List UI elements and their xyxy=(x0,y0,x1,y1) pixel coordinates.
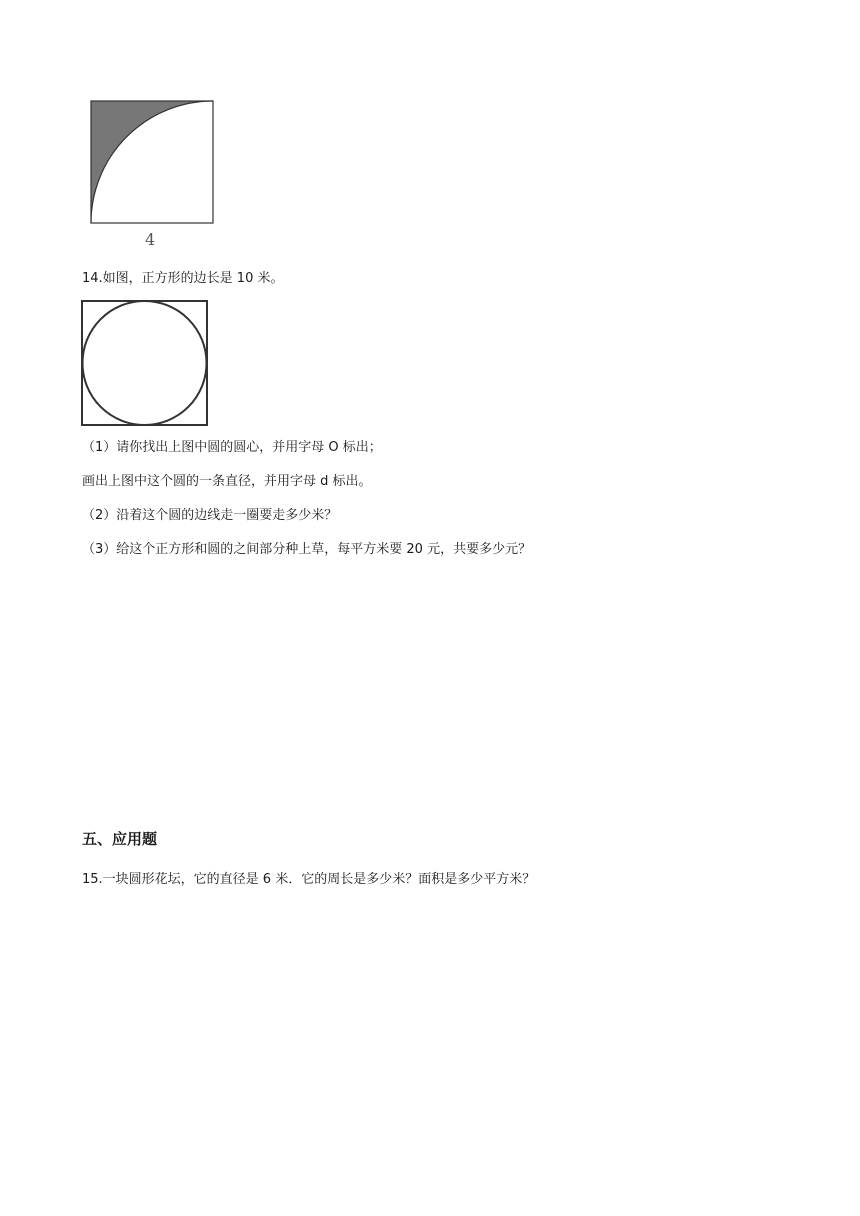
inscribed-circle xyxy=(83,301,207,425)
q14-part1-line2: 画出上图中这个圆的一条直径，并用字母 d 标出。 xyxy=(82,474,372,489)
q14-part1-line1: （1）请你找出上图中圆的圆心，并用字母 O 标出； xyxy=(82,440,382,455)
section-title: 五、应用题 xyxy=(82,830,158,848)
q14-part3: （3）给这个正方形和圆的之间部分种上草，每平方米要 20 元，共要多少元？ xyxy=(82,542,532,557)
shaded-region xyxy=(91,101,213,223)
q15-stem: 15.一块圆形花坛，它的直径是 6 米．它的周长是多少米？面积是多少平方米？ xyxy=(82,872,536,887)
quarter-circle-figure xyxy=(88,98,218,226)
q14-part2: （2）沿着这个圆的边线走一圈要走多少米？ xyxy=(82,508,338,523)
inscribed-circle-figure xyxy=(80,299,210,427)
q14-stem: 14.如图，正方形的边长是 10 米。 xyxy=(82,271,284,286)
figure-side-label: 4 xyxy=(145,230,156,249)
